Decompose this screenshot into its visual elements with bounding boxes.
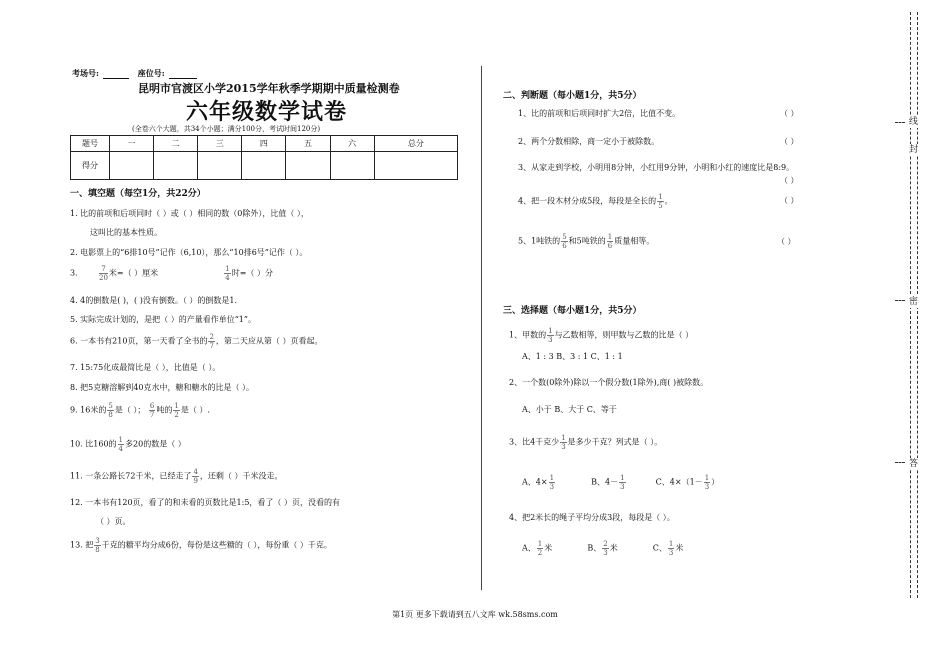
fraction: $\frac{5}{8}$ — [108, 402, 113, 419]
fraction: $\frac{1}{3}$ — [668, 540, 674, 557]
page-footer: 第1页 更多下载请到五八文库 wk.58sms.com — [392, 610, 558, 619]
fraction: $\frac{1}{3}$ — [548, 327, 553, 344]
score-cell: 三 — [198, 136, 242, 152]
fraction: $\frac{1}{3}$ — [620, 474, 625, 491]
fraction: $\frac{6}{7}$ — [149, 402, 155, 419]
score-input-cell[interactable] — [286, 152, 330, 180]
choice-3-options: A、4× $\frac{1}{3}$ B、4－ $\frac{1}{3}$ C、4×（1－ $\frac{1}{3}$ ） — [522, 474, 720, 491]
instructions: (全卷六个大题，共34个小题；满分100分，考试时间120分) — [132, 125, 321, 133]
fraction: $\frac{4}{9}$ — [193, 468, 198, 485]
exam-room-label: 考场号: 座位号: — [72, 68, 197, 79]
section1-title: 一、填空题（每空1分，共22分） — [70, 189, 206, 199]
score-table-score-row — [71, 152, 458, 180]
section2-title: 二、判断题（每小题1分，共5分） — [503, 91, 642, 101]
judge-5: 5、1吨铁的 $\frac{5}{6}$ 和5吨铁的 $\frac{1}{6}$ 质量相等。 — [518, 233, 655, 250]
judge-2-paren[interactable]: （ ） — [780, 137, 799, 146]
question-11: 11. 一条公路长72千米，已经走了 $\frac{4}{9}$ ，还剩（ ）千米没走。 — [70, 468, 283, 485]
binding-tick — [895, 462, 905, 463]
choice-2-options: A、小于 B、大于 C、等于 — [522, 405, 617, 414]
binding-char: 线 — [909, 117, 919, 127]
fraction: $\frac{2}{7}$ — [209, 333, 214, 350]
fraction: $\frac{1}{5}$ — [658, 193, 663, 210]
score-cell: 总分 — [374, 136, 457, 152]
question-4: 4. 4的倒数是( )，( )没有倒数。（ ）的倒数是1. — [70, 296, 238, 305]
score-cell: 四 — [242, 136, 286, 152]
question-3: 3. $\frac{7}{20}$ 米=（ ）厘米 $\frac{1}{4}$ 时=（ ）分 — [70, 265, 273, 282]
school-title: 昆明市官渡区小学2015学年秋季学期期中质量检测卷 — [138, 82, 400, 95]
binding-char: 密 — [909, 297, 919, 307]
binding-char: 答 — [909, 459, 919, 469]
judge-4-paren[interactable]: （ ） — [780, 196, 799, 205]
question-12: 12. 一本书有120页，看了的和未看的页数比是1:5，看了（ ）页，没看的有 — [70, 498, 340, 507]
score-input-cell[interactable] — [110, 152, 154, 180]
choice-1-options: A、1 : 3 B、3 : 1 C、1 : 1 — [522, 352, 623, 361]
question-2: 2. 电影票上的“6排10号”记作（6,10），那么“10排6号”记作（ ）。 — [70, 248, 308, 257]
score-table-header-row — [71, 136, 458, 152]
fraction: $\frac{1}{4}$ — [225, 265, 230, 282]
fraction: $\frac{2}{3}$ — [603, 540, 608, 557]
question-1-cont: 这叫比的基本性质。 — [90, 228, 162, 237]
judge-4: 4、把一段木材分成5段，每段是全长的 $\frac{1}{5}$ 。 — [518, 193, 673, 210]
question-9: 9. 16米的 $\frac{5}{8}$ 是（ ）； $\frac{6}{7}$ 吨的 $\frac{1}{2}$ 是（ ）. — [70, 402, 210, 419]
score-cell: 题号 — [71, 136, 110, 152]
fraction: $\frac{1}{2}$ — [537, 540, 543, 557]
fraction: $\frac{3}{8}$ — [95, 537, 100, 554]
score-input-cell[interactable] — [154, 152, 198, 180]
fraction: $\frac{5}{6}$ — [562, 233, 567, 250]
judge-1-paren[interactable]: （ ） — [780, 109, 799, 118]
judge-3-paren[interactable]: （ ） — [780, 176, 799, 185]
fraction: $\frac{7}{20}$ — [98, 265, 108, 282]
score-input-cell[interactable] — [330, 152, 374, 180]
fraction: $\frac{1}{3}$ — [549, 474, 555, 491]
column-divider — [481, 66, 482, 590]
question-7: 7. 15:75化成最简比是（ ），比值是（ ）。 — [70, 363, 221, 372]
fraction: $\frac{1}{6}$ — [607, 233, 613, 250]
score-cell: 一 — [110, 136, 154, 152]
fraction: $\frac{1}{3}$ — [561, 434, 566, 451]
judge-2: 2、两个分数相除，商一定小于被除数。 — [518, 137, 660, 146]
question-6: 6. 一本书有210页，第一天看了全书的 $\frac{2}{7}$ ，第二天应从第（ ）页看起。 — [70, 333, 323, 350]
choice-1: 1、甲数的 $\frac{1}{3}$ 与乙数相等，则甲数与乙数的比是（ ） — [509, 327, 694, 344]
binding-tick — [895, 300, 905, 301]
section3-title: 三、选择题（每小题1分，共5分） — [503, 306, 642, 316]
fraction: $\frac{1}{4}$ — [118, 436, 124, 453]
score-cell: 五 — [286, 136, 330, 152]
score-input-cell[interactable] — [198, 152, 242, 180]
fraction: $\frac{1}{2}$ — [174, 402, 179, 419]
binding-tick — [895, 122, 905, 123]
choice-3: 3、比4千克少 $\frac{1}{3}$ 是多少千克？列式是（ ）。 — [509, 434, 663, 451]
judge-5-paren[interactable]: （ ） — [777, 237, 796, 246]
score-cell: 六 — [330, 136, 374, 152]
choice-4: 4、把2米长的绳子平均分成3段，每段是（ ）。 — [509, 513, 675, 522]
page-title: 六年级数学试卷 — [186, 99, 348, 125]
score-cell: 二 — [154, 136, 198, 152]
judge-3: 3、从家走到学校，小明用8分钟，小红用9分钟，小明和小红的速度比是8:9。 — [518, 163, 795, 172]
judge-1: 1、比的前项和后项同时扩大2倍，比值不变。 — [518, 109, 681, 118]
binding-char: 封 — [909, 145, 919, 155]
question-10: 10. 比160的 $\frac{1}{4}$ 多20的数是（ ） — [70, 436, 186, 453]
score-input-cell[interactable] — [374, 152, 457, 180]
question-12-cont: （ ）页。 — [96, 517, 131, 526]
choice-4-options: A、 $\frac{1}{2}$ 米 B、 $\frac{2}{3}$ 米 C、 $\frac{1}{3}$ 米 — [522, 540, 684, 557]
score-input-cell[interactable] — [242, 152, 286, 180]
score-table — [70, 135, 458, 180]
question-13: 13. 把 $\frac{3}{8}$ 千克的糖平均分成6份，每份是这些糖的（ ），每份重（ ）千克。 — [70, 537, 332, 554]
question-1: 1. 比的前项和后项同时（ ）或（ ）相同的数（0除外），比值（ ）， — [70, 209, 309, 218]
question-5: 5. 实际完成计划的，是把（ ）的产量看作单位“1”。 — [70, 315, 256, 324]
fraction: $\frac{1}{3}$ — [704, 474, 710, 491]
choice-2: 2、一个数(0除外)除以一个假分数(1除外),商( )被除数。 — [509, 378, 709, 387]
question-8: 8. 把5克糖溶解到40克水中，糖和糖水的比是（ ）。 — [70, 383, 254, 392]
score-row-label: 得分 — [71, 152, 110, 180]
